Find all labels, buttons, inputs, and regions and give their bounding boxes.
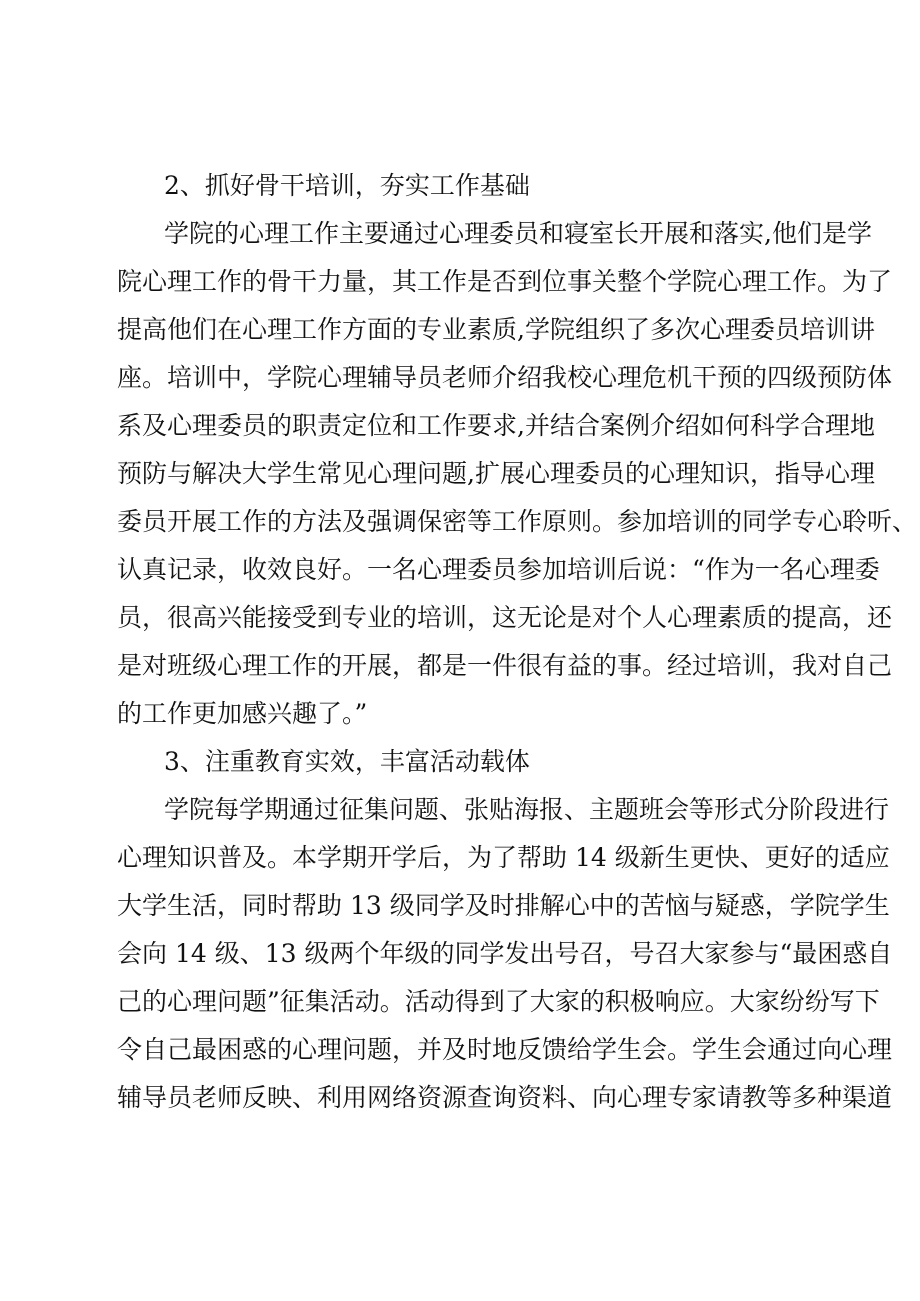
paragraph-line: 己的心理问题”征集活动。活动得到了大家的积极响应。大家纷纷写下 <box>117 987 880 1016</box>
paragraph-line: 辅导员老师反映、利用网络资源查询资料、向心理专家请教等多种渠道 <box>117 1083 893 1112</box>
paragraph-line: 是对班级心理工作的开展，都是一件很有益的事。经过培训，我对自己 <box>117 651 893 680</box>
paragraph-line: 系及心理委员的职责定位和工作要求,并结合案例介绍如何科学合理地 <box>117 411 875 440</box>
paragraph-line: 会向 14 级、13 级两个年级的同学发出号召，号召大家参与“最困惑自 <box>117 939 893 968</box>
paragraph-line: 委员开展工作的方法及强调保密等工作原则。参加培训的同学专心聆听、 <box>117 507 918 536</box>
paragraph-line: 心理知识普及。本学期开学后，为了帮助 14 级新生更快、更好的适应 <box>117 843 890 872</box>
paragraph-line: 预防与解决大学生常见心理问题,扩展心理委员的心理知识，指导心理 <box>117 459 875 488</box>
paragraph-line: 大学生活，同时帮助 13 级同学及时排解心中的苦恼与疑惑，学院学生 <box>117 891 890 920</box>
section-2-heading: 2、抓好骨干培训，夯实工作基础 <box>164 171 530 200</box>
paragraph-line: 令自己最困惑的心理问题，并及时地反馈给学生会。学生会通过向心理 <box>117 1035 893 1064</box>
paragraph-line: 提高他们在心理工作方面的专业素质,学院组织了多次心理委员培训讲 <box>117 315 875 344</box>
section-3-heading: 3、注重教育实效，丰富活动载体 <box>164 747 530 776</box>
paragraph-line: 认真记录，收效良好。一名心理委员参加培训后说：“作为一名心理委 <box>117 555 880 584</box>
paragraph-line: 学院每学期通过征集问题、张贴海报、主题班会等形式分阶段进行 <box>164 795 890 824</box>
paragraph-line: 员，很高兴能接受到专业的培训，这无论是对个人心理素质的提高，还 <box>117 603 893 632</box>
paragraph-line: 院心理工作的骨干力量，其工作是否到位事关整个学院心理工作。为了 <box>117 267 893 296</box>
paragraph-line: 学院的心理工作主要通过心理委员和寝室长开展和落实,他们是学 <box>164 219 872 248</box>
paragraph-line: 的工作更加感兴趣了。” <box>117 699 368 728</box>
paragraph-line: 座。培训中，学院心理辅导员老师介绍我校心理危机干预的四级预防体 <box>117 363 893 392</box>
